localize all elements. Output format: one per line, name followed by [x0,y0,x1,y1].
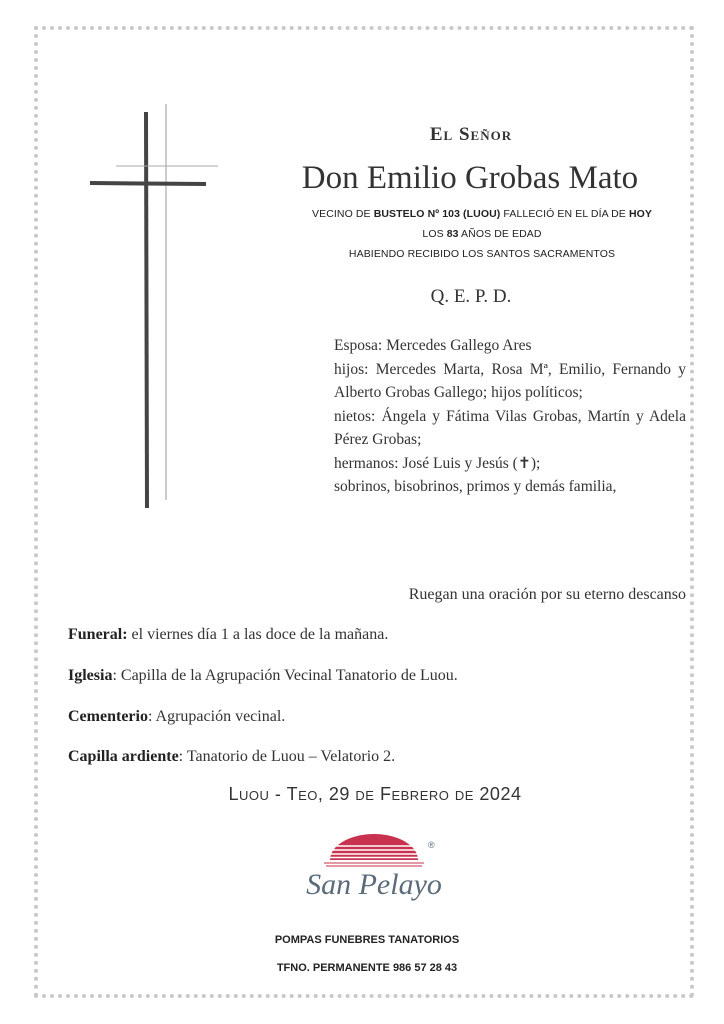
family-list [334,334,686,499]
detail-chapel: Capilla ardiente: Tanatorio de Luou – Velatorio 2. [68,748,396,765]
qepd-text: Q. E. P. D. [430,286,512,307]
funeral-home-name: POMPAS FUNEBRES TANATORIOS [274,934,460,946]
detail-cemetery: Cementerio: Agrupación vecinal. [68,708,286,725]
info-line-sacraments: HABIENDO RECIBIDO LOS SANTOS SACRAMENTOS [348,248,616,260]
info-line-residence: VECINO DE BUSTELO Nº 103 (LUOU) FALLECIÓ EN EL DÍA DE HOY [312,208,652,220]
title-honorific: El Señor [429,124,513,145]
logo-sun-stripes [330,834,418,860]
place-date: Luou - Teo, 29 de Febrero de 2024 [228,784,522,804]
family-spouse: Esposa: Mercedes Gallego Ares [334,337,532,354]
cross-icon [0,0,230,520]
san-pelayo-logo [296,834,446,918]
deceased-name: Don Emilio Grobas Mato [301,160,639,196]
funeral-home-phone: TFNO. PERMANENTE 986 57 28 43 [276,962,458,974]
detail-funeral: Funeral: el viernes día 1 a las doce de la mañana. [68,626,389,643]
prayer-request: Ruegan una oración por su eterno descanso [408,586,686,603]
logo-registered-mark: ® [428,840,435,850]
family-others: sobrinos, bisobrinos, primos y demás familia, [334,478,617,495]
family-grandchildren: nietos: Ángela y Fátima Vilas Grobas, Martín y Adela Pérez Grobas; [334,407,686,448]
family-children: hijos: Mercedes Marta, Rosa Mª, Emilio, Fernando y Alberto Grobas Gallego; hijos políticos; [334,360,686,401]
logo-brand-text: San Pelayo [306,868,442,901]
detail-church: Iglesia: Capilla de la Agrupación Vecinal Tanatorio de Luou. [68,667,458,684]
info-line-age: LOS 83 AÑOS DE EDAD [422,228,542,240]
family-siblings: hermanos: José Luis y Jesús (✝); [334,454,541,472]
